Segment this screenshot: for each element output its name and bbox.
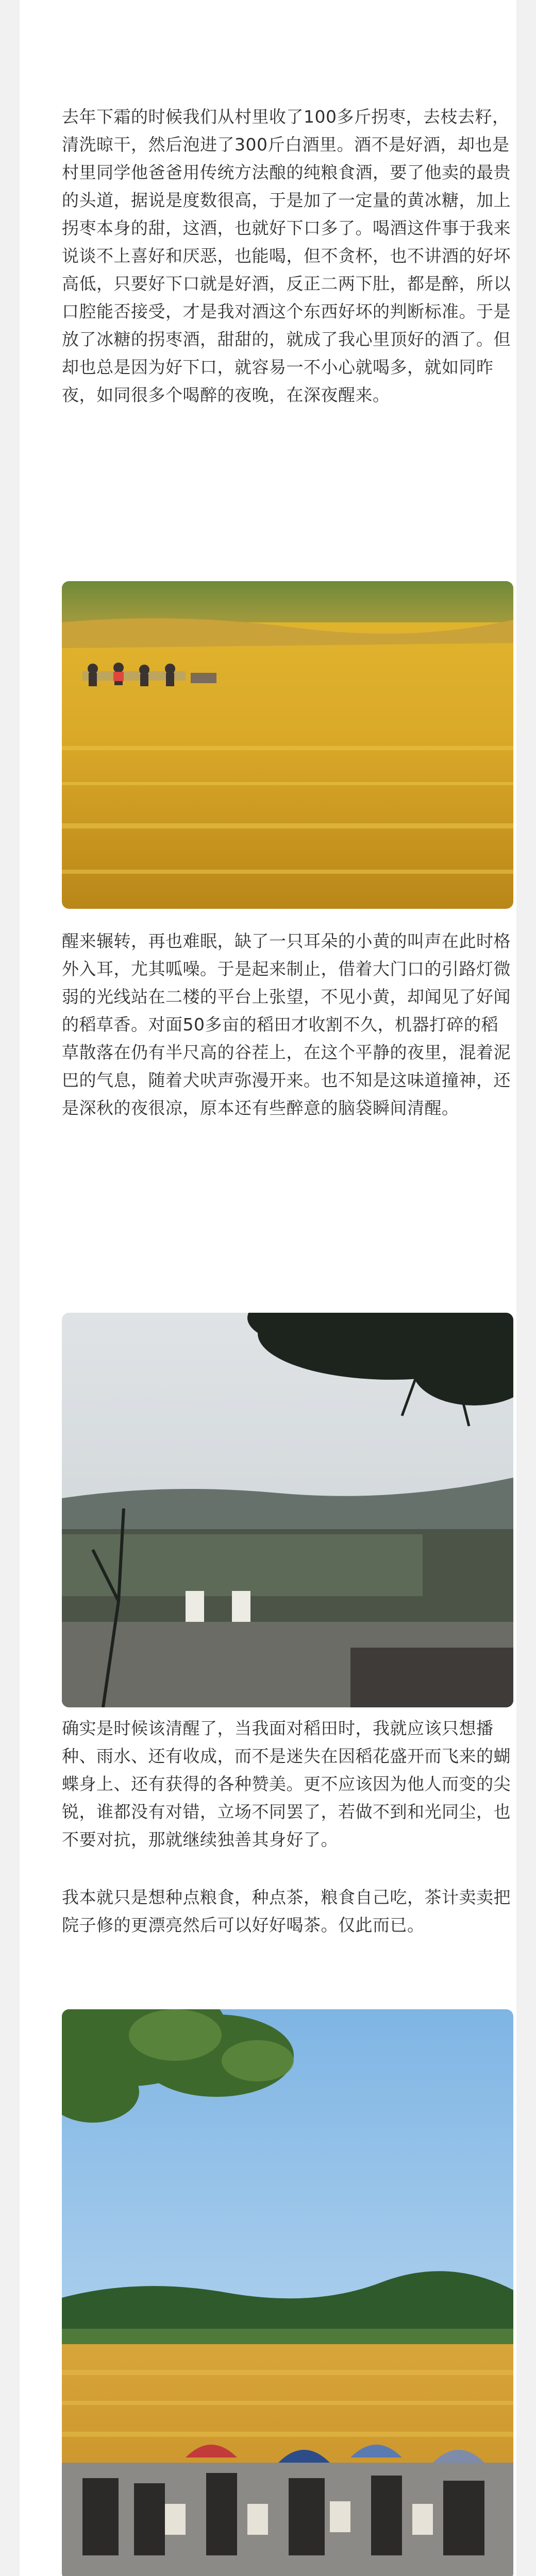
article-paragraph: 醒来辗转，再也难眠，缺了一只耳朵的小黄的叫声在此时格外入耳，尤其呱噪。于是起来制止，借着大门口的引路灯微弱的光线站在二楼的平台上张望，不见小黄，却闻见了好闻的稻草香。对面50多亩的稻田才收割不久，机器打碎的稻草散落在仍有半尺高的谷茬上，在这个平静的夜里，混着泥巴的气息，随着犬吠声弥漫开来。也不知是这味道撞神，还是深秋的夜很凉，原本还有些醉意的脑袋瞬间清醒。 (62, 931, 511, 1118)
photo-tree-building-image (62, 1313, 513, 1707)
photo-rice-field-people[interactable] (62, 581, 513, 909)
article-card (20, 0, 516, 2576)
photo-harvest-umbrellas-image (62, 2009, 513, 2576)
article-paragraph: 去年下霜的时候我们从村里收了100多斤拐枣，去枝去籽，清洗晾干，然后泡进了300斤白酒里。酒不是好酒，却也是村里同学他爸爸用传统方法酿的纯粮食酒，要了他卖的最贵的头道，据说是度数很高，于是加了一定量的黄冰糖，加上拐枣本身的甜，这酒，也就好下口多了。喝酒这件事于我来说谈不上喜好和厌恶，也能喝，但不贪杯，也不讲酒的好坏高低，只要好下口就是好酒，反正二两下肚，都是醉，所以口腔能否接受，才是我对酒这个东西好坏的判断标准。于是放了冰糖的拐枣酒，甜甜的，就成了我心里顶好的酒了。但却也总是因为好下口，就容易一不小心就喝多，就如同昨夜，如同很多个喝醉的夜晚，在深夜醒来。 (62, 107, 511, 405)
photo-harvest-umbrellas[interactable] (62, 2009, 513, 2576)
article-paragraph: 我本就只是想种点粮食，种点茶，粮食自己吃，茶计卖卖把院子修的更漂亮然后可以好好喝茶。仅此而已。 (62, 1887, 511, 1935)
photo-rice-field-image (62, 581, 513, 909)
article-paragraph: 确实是时候该清醒了，当我面对稻田时，我就应该只想播种、雨水、还有收成，而不是迷失在因稻花盛开而飞来的蝴蝶身上、还有获得的各种赞美。更不应该因为他人而变的尖锐，谁都没有对错，立场不同罢了，若做不到和光同尘，也不要对抗，那就继续独善其身好了。 (62, 1718, 511, 1850)
photo-tree-building[interactable] (62, 1313, 513, 1707)
